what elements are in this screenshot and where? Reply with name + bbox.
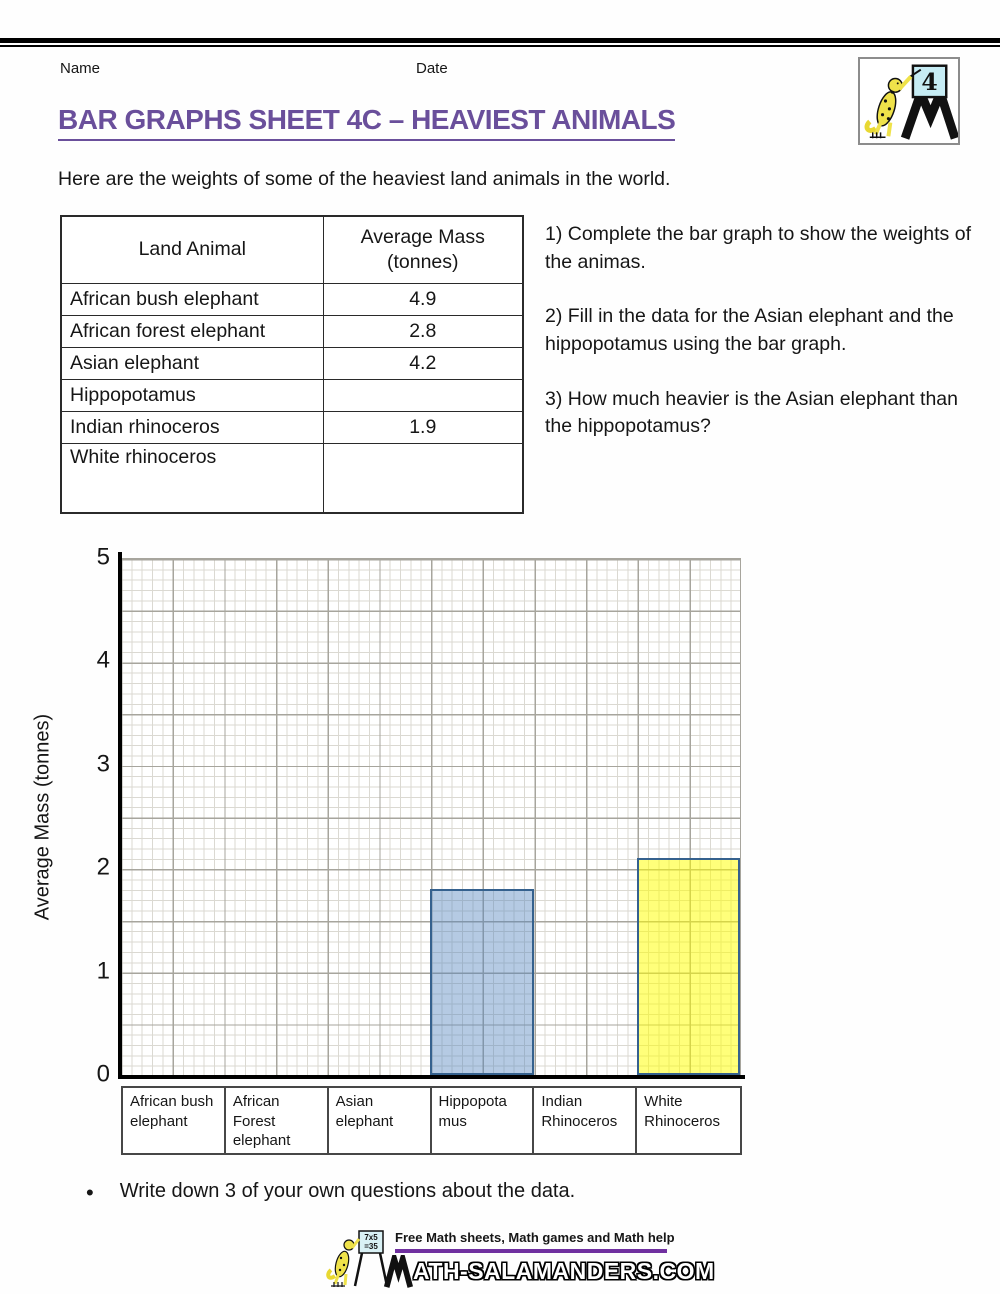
mass-cell: 4.9 <box>323 284 523 316</box>
salamander-board-icon <box>325 1228 391 1290</box>
x-category-label: Hippopota mus <box>432 1088 535 1155</box>
name-label: Name <box>60 60 101 77</box>
x-category-label: African Forest elephant <box>226 1088 329 1155</box>
question-list <box>545 221 981 468</box>
table-row <box>61 284 523 316</box>
y-axis-title: Average Mass (tonnes) <box>31 713 54 920</box>
intro-text: Here are the weights of some of the heaviest land animals in the world. <box>58 168 671 190</box>
x-axis-line <box>118 1075 745 1079</box>
animal-cell: Indian rhinoceros <box>61 412 323 444</box>
footer-purple-rule <box>395 1249 667 1253</box>
instruction-bullet <box>86 1180 575 1206</box>
table-header-animal: Land Animal <box>61 216 323 284</box>
footer-wordmark: ATH-SALAMANDERS.COM <box>413 1258 715 1284</box>
mass-cell: 4.2 <box>323 348 523 380</box>
salamander-easel-icon <box>860 59 958 143</box>
animal-cell: African bush elephant <box>61 284 323 316</box>
math-salamanders-footer-logo <box>0 1228 1000 1292</box>
mass-cell: 2.8 <box>323 316 523 348</box>
table-row <box>61 412 523 444</box>
animal-cell: African forest elephant <box>61 316 323 348</box>
top-divider <box>0 38 1000 47</box>
y-tick: 1 <box>96 957 110 985</box>
page-title: BAR GRAPHS SHEET 4C – HEAVIEST ANIMALS <box>58 104 675 141</box>
bullet-dot: • <box>86 1180 94 1205</box>
question-3: 3) How much heavier is the Asian elephant than the hippopotamus? <box>545 387 958 438</box>
bar-white-rhinoceros <box>637 858 741 1075</box>
y-axis-line <box>118 552 122 1079</box>
animal-cell: Hippopotamus <box>61 380 323 412</box>
x-category-label: Asian elephant <box>329 1088 432 1155</box>
table-row <box>61 316 523 348</box>
y-tick: 5 <box>96 543 110 571</box>
board-text-line2: =35 <box>364 1242 378 1251</box>
footer-tagline: Free Math sheets, Math games and Math help <box>395 1230 675 1245</box>
animal-cell: Asian elephant <box>61 348 323 380</box>
bar-hippopotamus <box>430 889 534 1075</box>
mass-cell: 1.9 <box>323 412 523 444</box>
date-label: Date <box>416 60 448 77</box>
animal-cell: White rhinoceros <box>61 444 323 514</box>
question-2: 2) Fill in the data for the Asian elephant and the hippopotamus using the bar graph. <box>545 305 954 356</box>
animal-mass-table <box>60 215 524 514</box>
board-text-line1: 7x5 <box>364 1233 378 1242</box>
math-salamanders-corner-logo <box>858 57 960 145</box>
mass-cell-blank <box>323 444 523 514</box>
bullet-text: Write down 3 of your own questions about the data. <box>119 1180 576 1202</box>
x-category-label: White Rhinoceros <box>644 1093 721 1130</box>
x-axis-category-labels <box>121 1086 742 1155</box>
x-category-label: Indian Rhinoceros <box>534 1088 637 1155</box>
y-tick: 2 <box>96 853 110 881</box>
mass-cell-blank <box>323 380 523 412</box>
table-row <box>61 348 523 380</box>
logo-badge-number: 4 <box>921 68 938 97</box>
wordmark-m-icon <box>383 1255 413 1289</box>
y-axis-ticks <box>62 543 110 1088</box>
bar-chart-plot-area <box>121 558 741 1075</box>
question-1: 1) Complete the bar graph to show the weights of the animas. <box>545 223 971 273</box>
y-tick: 4 <box>96 646 110 674</box>
y-tick: 3 <box>96 750 110 778</box>
x-category-label: African bush elephant <box>123 1088 226 1155</box>
table-row <box>61 444 523 514</box>
y-tick: 0 <box>96 1060 110 1088</box>
table-row <box>61 380 523 412</box>
table-header-mass: Average Mass (tonnes) <box>323 216 523 284</box>
